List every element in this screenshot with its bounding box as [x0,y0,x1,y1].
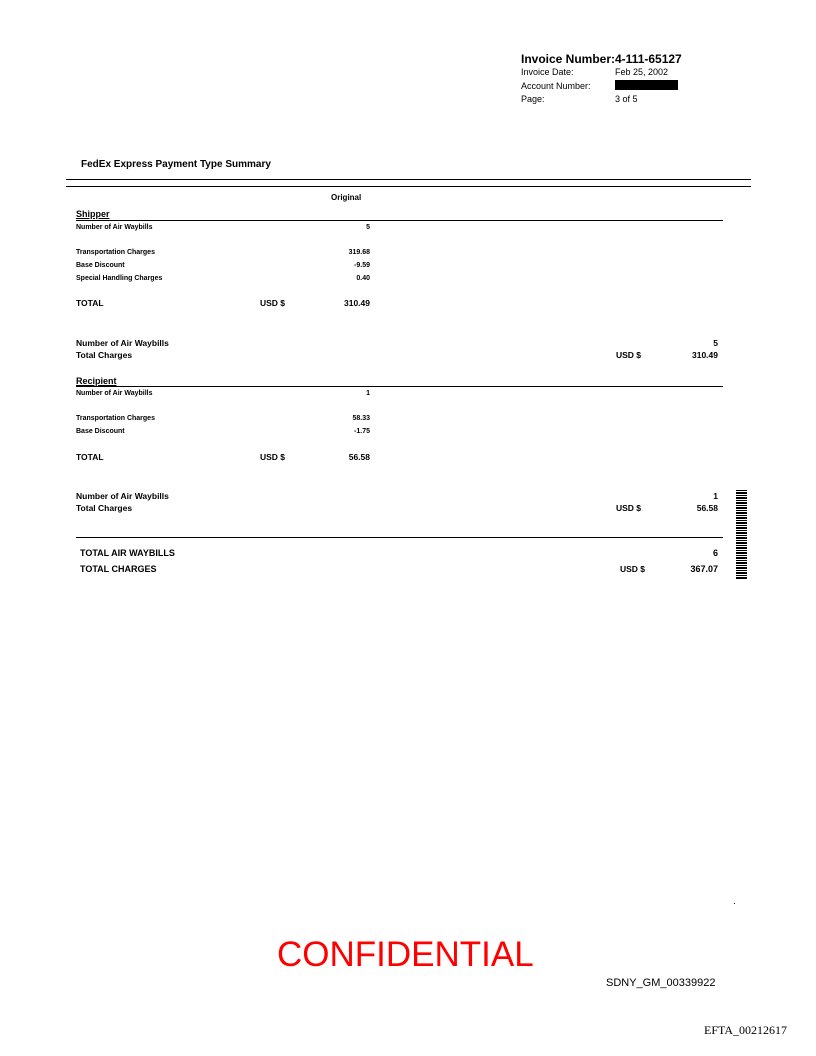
shipper-total-value: 310.49 [344,298,370,308]
invoice-number-label: Invoice Number: [521,52,616,66]
shipper-sum-currency: USD $ [616,350,642,360]
shipper-sum-charges-value: 310.49 [692,350,718,360]
footer-dot: . [733,896,736,907]
efta-number: EFTA_00212617 [704,1023,788,1037]
shipper-charge-label: Special Handling Charges [76,275,163,282]
grand-waybills-label: TOTAL AIR WAYBILLS [80,548,175,558]
recipient-waybills-value: 1 [366,390,370,397]
shipper-total-currency: USD $ [260,298,286,308]
recipient-sum-waybills-value: 1 [713,491,718,501]
account-number-label: Account Number: [521,81,591,91]
shipper-charge-label: Transportation Charges [76,249,155,256]
divider-top-1 [66,179,751,180]
confidential-stamp: CONFIDENTIAL [277,935,534,974]
recipient-heading: Recipient [76,376,117,386]
shipper-waybills-label: Number of Air Waybills [76,224,153,231]
divider-top-2 [66,186,751,187]
shipper-total-label: TOTAL [76,298,104,308]
shipper-sum-charges-label: Total Charges [76,350,133,360]
grand-charges-label: TOTAL CHARGES [80,564,157,574]
invoice-date: Feb 25, 2002 [615,67,669,77]
recipient-sum-charges-value: 56.58 [696,503,718,513]
recipient-waybills-label: Number of Air Waybills [76,390,153,397]
shipper-charge-value: 0.40 [356,275,370,282]
recipient-sum-currency: USD $ [616,503,642,513]
recipient-total-label: TOTAL [76,452,104,462]
invoice-date-label: Invoice Date: [521,67,574,77]
shipper-sum-waybills-value: 5 [713,338,718,348]
shipper-charge-value: -9.59 [354,262,370,269]
shipper-waybills-value: 5 [366,224,370,231]
recipient-sum-waybills-label: Number of Air Waybills [76,491,169,501]
invoice-number: 4-111-65127 [615,52,682,66]
page-value: 3 of 5 [615,94,638,104]
bates-number: SDNY_GM_00339922 [606,977,716,989]
shipper-divider [76,220,723,221]
barcode [736,490,747,580]
recipient-total-currency: USD $ [260,452,286,462]
account-number-redaction [615,80,678,90]
grand-total-divider [76,537,723,538]
grand-currency: USD $ [620,564,646,574]
shipper-sum-waybills-label: Number of Air Waybills [76,338,169,348]
grand-waybills-value: 6 [712,548,718,558]
recipient-divider [76,386,723,387]
recipient-charge-label: Transportation Charges [76,415,155,422]
shipper-heading: Shipper [76,209,110,219]
column-header-original: Original [331,193,362,202]
recipient-sum-charges-label: Total Charges [76,503,133,513]
recipient-total-value: 56.58 [348,452,370,462]
page-label: Page: [521,94,545,104]
shipper-charge-value: 319.68 [348,249,370,256]
recipient-charge-value: 58.33 [352,415,370,422]
summary-title: FedEx Express Payment Type Summary [81,159,271,170]
recipient-charge-label: Base Discount [76,428,125,435]
shipper-charge-label: Base Discount [76,262,125,269]
recipient-charge-value: -1.75 [354,428,370,435]
grand-charges-value: 367.07 [690,564,718,574]
